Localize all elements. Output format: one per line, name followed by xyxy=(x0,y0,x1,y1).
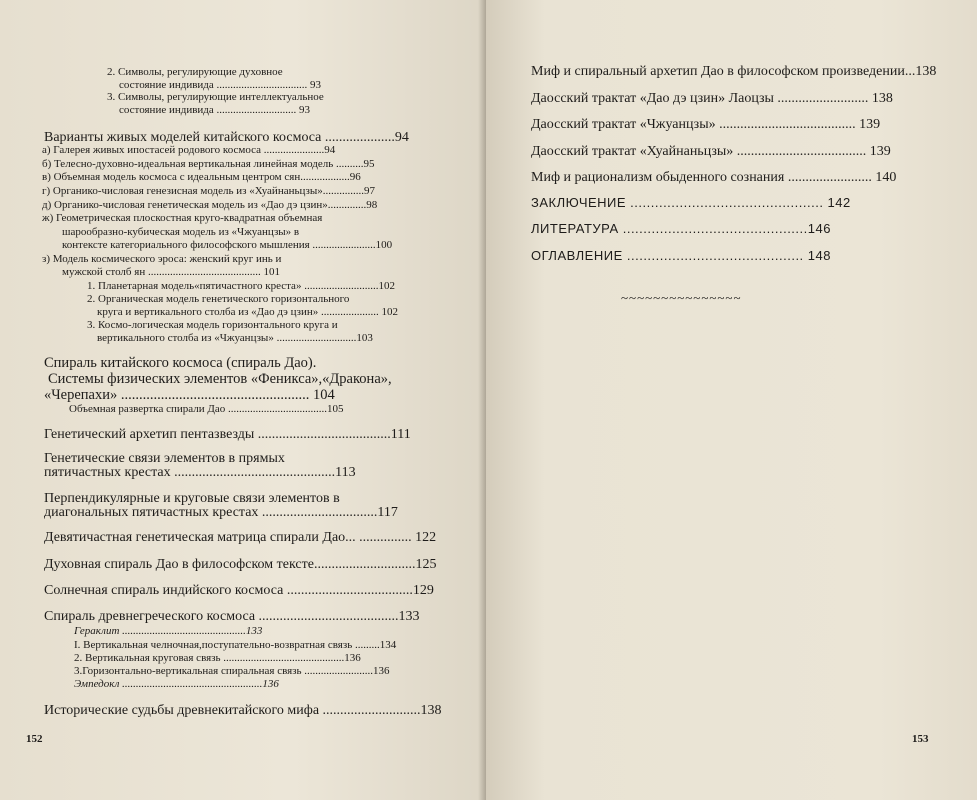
page-number: 153 xyxy=(912,733,929,745)
toc-entry: Духовная спираль Дао в философском тексте.............................125 xyxy=(44,557,437,572)
separator-line: ~~~~~~~~~~~~~~~ xyxy=(621,290,742,305)
toc-entry: Генетические связи элементов в прямых xyxy=(44,451,285,466)
toc-entry: Даосский трактат «Дао дэ цзин» Лаоцзы .......................... 138 xyxy=(531,91,893,106)
toc-entry: I. Вертикальная челночная,поступательно-возвратная связь .........134 xyxy=(74,639,397,651)
toc-entry: а) Галерея живых ипостасей родового космоса ......................94 xyxy=(42,144,336,156)
toc-entry: Варианты живых моделей китайского космоса ....................94 xyxy=(44,130,409,145)
toc-entry: Гераклит .............................................133 xyxy=(74,625,263,637)
toc-entry: в) Объемная модель космоса с идеальным центром сян..................96 xyxy=(42,171,361,183)
left-page xyxy=(0,0,486,800)
toc-entry: Системы физических элементов «Феникса»,«Дракона», xyxy=(48,371,392,387)
toc-entry: 2. Вертикальная круговая связь ............................................136 xyxy=(74,652,361,664)
toc-entry: г) Органико-числовая генезисная модель из «Хуайнаньцзы»...............97 xyxy=(42,185,376,197)
toc-entry: 2. Символы, регулирующие духовное xyxy=(107,66,283,78)
toc-entry: Даосский трактат «Хуайнаньцзы» ..................................... 139 xyxy=(531,144,891,159)
toc-entry: Спираль древнегреческого космоса ........................................133 xyxy=(44,609,420,624)
toc-entry: з) Модель космического эроса: женский круг инь и xyxy=(42,253,282,265)
toc-entry: состояние индивида ............................. 93 xyxy=(119,104,311,116)
toc-entry: диагональных пятичастных крестах .................................117 xyxy=(44,505,398,520)
toc-entry: Миф и рационализм обыденного сознания ........................ 140 xyxy=(531,170,897,185)
toc-entry: ЗАКЛЮЧЕНИЕ ............................................... 142 xyxy=(531,195,851,210)
toc-entry: Эмпедокл ...................................................136 xyxy=(74,678,279,690)
toc-entry: Миф и спиральный архетип Дао в философском произведении...138 xyxy=(531,64,937,79)
toc-entry: состояние индивида ................................. 93 xyxy=(119,79,322,91)
toc-entry: Спираль китайского космоса (спираль Дао). xyxy=(44,355,317,371)
toc-entry: контексте категориального философского мышления .......................100 xyxy=(62,239,393,251)
toc-entry: мужской столб ян ......................................... 101 xyxy=(62,266,280,278)
toc-entry: 3. Символы, регулирующие интеллектуальное xyxy=(107,91,324,103)
toc-entry: «Черепахи» .................................................... 104 xyxy=(44,387,335,403)
right-page xyxy=(486,0,977,800)
toc-entry: Девятичастная генетическая матрица спирали Дао... ............... 122 xyxy=(44,530,437,545)
toc-entry: ОГЛАВЛЕНИЕ ........................................... 148 xyxy=(531,248,831,263)
toc-entry: 2. Органическая модель генетического горизонтального xyxy=(87,293,350,305)
toc-entry: Солнечная спираль индийского космоса ....................................129 xyxy=(44,583,434,598)
toc-entry: пятичастных крестах ..............................................113 xyxy=(44,465,356,480)
toc-entry: 1. Планетарная модель«пятичастного креста» ...........................102 xyxy=(87,280,395,292)
toc-entry: Исторические судьбы древнекитайского мифа ............................138 xyxy=(44,703,442,718)
toc-entry: Генетический архетип пентазвезды ......................................111 xyxy=(44,427,411,442)
toc-entry: Перпендикулярные и круговые связи элементов в xyxy=(44,491,340,506)
page-number: 152 xyxy=(26,733,43,745)
toc-entry: б) Телесно-духовно-идеальная вертикальная линейная модель ..........95 xyxy=(42,158,375,170)
toc-entry: Объемная развертка спирали Дао ....................................105 xyxy=(69,403,344,415)
toc-entry: круга и вертикального столба из «Дао дэ цзин» ..................... 102 xyxy=(97,306,399,318)
toc-entry: д) Органико-числовая генетическая модель из «Дао дэ цзин»..............98 xyxy=(42,199,378,211)
toc-entry: 3. Космо-логическая модель горизонтального круга и xyxy=(87,319,338,331)
toc-entry: вертикального столба из «Чжуанцзы» .............................103 xyxy=(97,332,373,344)
toc-entry: шарообразно-кубическая модель из «Чжуанцзы» в xyxy=(62,226,300,238)
toc-entry: Даосский трактат «Чжуанцзы» ....................................... 139 xyxy=(531,117,881,132)
toc-entry: ЛИТЕРАТУРА .............................................146 xyxy=(531,221,831,236)
toc-entry: ж) Геометрическая плоскостная круго-квадратная объемная xyxy=(42,212,323,224)
toc-entry: 3.Горизонтально-вертикальная спиральная связь .........................136 xyxy=(74,665,390,677)
